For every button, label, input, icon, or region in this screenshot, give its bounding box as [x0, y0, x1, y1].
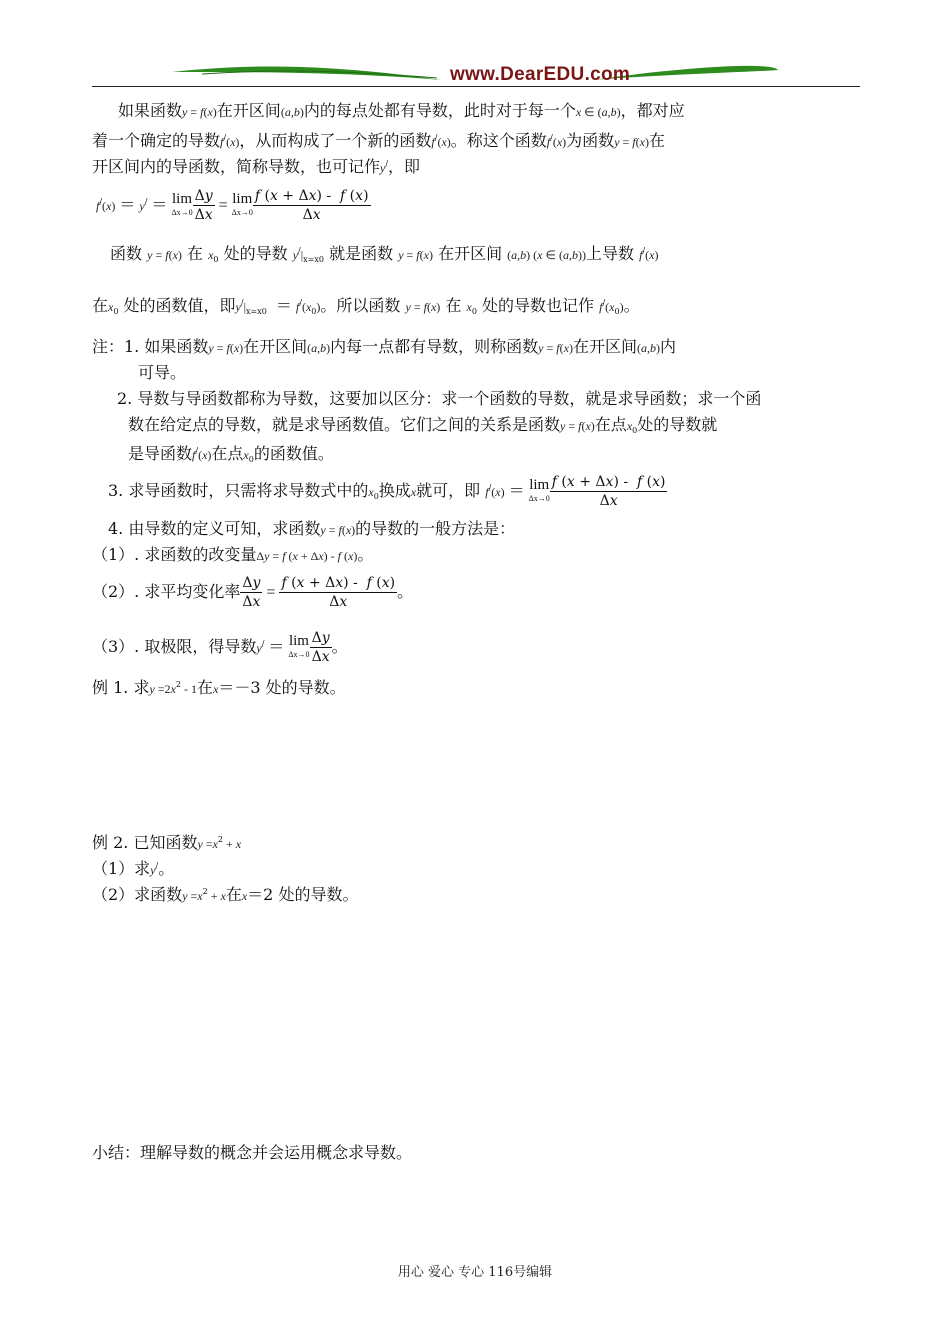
para1-line3: 开区间内的导函数，简称导数，也可记作y/，即 — [92, 157, 421, 176]
para1-line2: 着一个确定的导数f/(x)，从而构成了一个新的函数f/(x)。称这个函数f/(x)为函数y = f(x)在 — [92, 131, 665, 150]
step-2: （2）. 求平均变化率 $\frac{\Delta y}{\Delta x}$ = $\frac{f (x + \Delta x) - f (x)}{\Delta x}$ 。 — [92, 575, 414, 610]
example-1: 例 1. 求$y =2x^2 - 1$在x＝－3 处的导数。 — [92, 678, 346, 697]
note-2-line2: 数在给定点的导数，就是求导函数值。它们之间的关系是函数y = f(x)在点$x_0$处的导数就 — [128, 415, 718, 435]
example-2-part2: （2）求函数$y =x^2 + x$在x＝2 处的导数。 — [92, 885, 359, 904]
header-rule — [92, 86, 860, 87]
example-2-part1: （1）求y/。 — [92, 859, 175, 878]
site-logo[interactable]: www.DearEDU.com — [450, 64, 631, 85]
summary: 小结：理解导数的概念并会运用概念求导数。 — [92, 1143, 413, 1162]
note-4: 4. 由导数的定义可知，求函数y = f(x)的导数的一般方法是： — [108, 519, 516, 538]
note-1: 注：1. 如果函数y = f(x)在开区间(a,b)内每一点都有导数，则称函数y = f(x)在开区间(a,b)内 — [92, 337, 676, 356]
note-2-line3: 是导函数f/(x)在点$x_0$的函数值。 — [128, 444, 334, 464]
page-footer: 用心 爱心 专心 116号编辑 — [397, 1265, 553, 1280]
note-2-line1: 2. 导数与导函数都称为导数，这要加以区分：求一个函数的导数，就是求导函数；求一个函 — [117, 389, 762, 408]
para1-line1: 如果函数y = f(x)在开区间(a,b)内的每点处都有导数，此时对于每一个x ∈ (a,b)，都对应 — [118, 101, 685, 120]
def-line1: 函数 y = f(x) 在 $x_0$ 处的导数 $y^/|_{x=x0}$ 就是函数 y = f(x) 在开区间 (a,b) (x ∈ (a,b))上导数 f/(x) — [110, 244, 659, 264]
step-1: （1）. 求函数的改变量Δy = f (x + Δx) - f (x)。 — [92, 545, 374, 564]
def-line2: 在$x_0$ 处的函数值，即$y^/|_{x=x0} = f^/(x_0)$。所以函数 y = f(x) 在 $x_0$ 处的导数也记作 $f^/(x_0)$。 — [92, 296, 640, 316]
example-2: 例 2. 已知函数$y =x^2 + x$ — [92, 833, 242, 852]
step-3: （3）. 取极限，得导数y/ ＝ lim Δx→0 $\frac{\Delta y}{\Delta x}$ 。 — [92, 630, 348, 665]
derivative-definition-formula: f/(x) ＝ y/ ＝ lim Δx→0 $\frac{\Delta y}{\Delta x}$ = lim Δx→0 $\frac{f (x + \Delta x) - f (x)}{\Delta x}$ — [96, 188, 369, 223]
note-3: 3. 求导函数时，只需将求导数式中的$x_0$换成x就可，即 f/(x) ＝ lim Δx→0 $\frac{f (x + \Delta x) - f (x)}{\Delta x}$ — [108, 474, 666, 509]
note-1-cont: 可导。 — [138, 363, 187, 382]
